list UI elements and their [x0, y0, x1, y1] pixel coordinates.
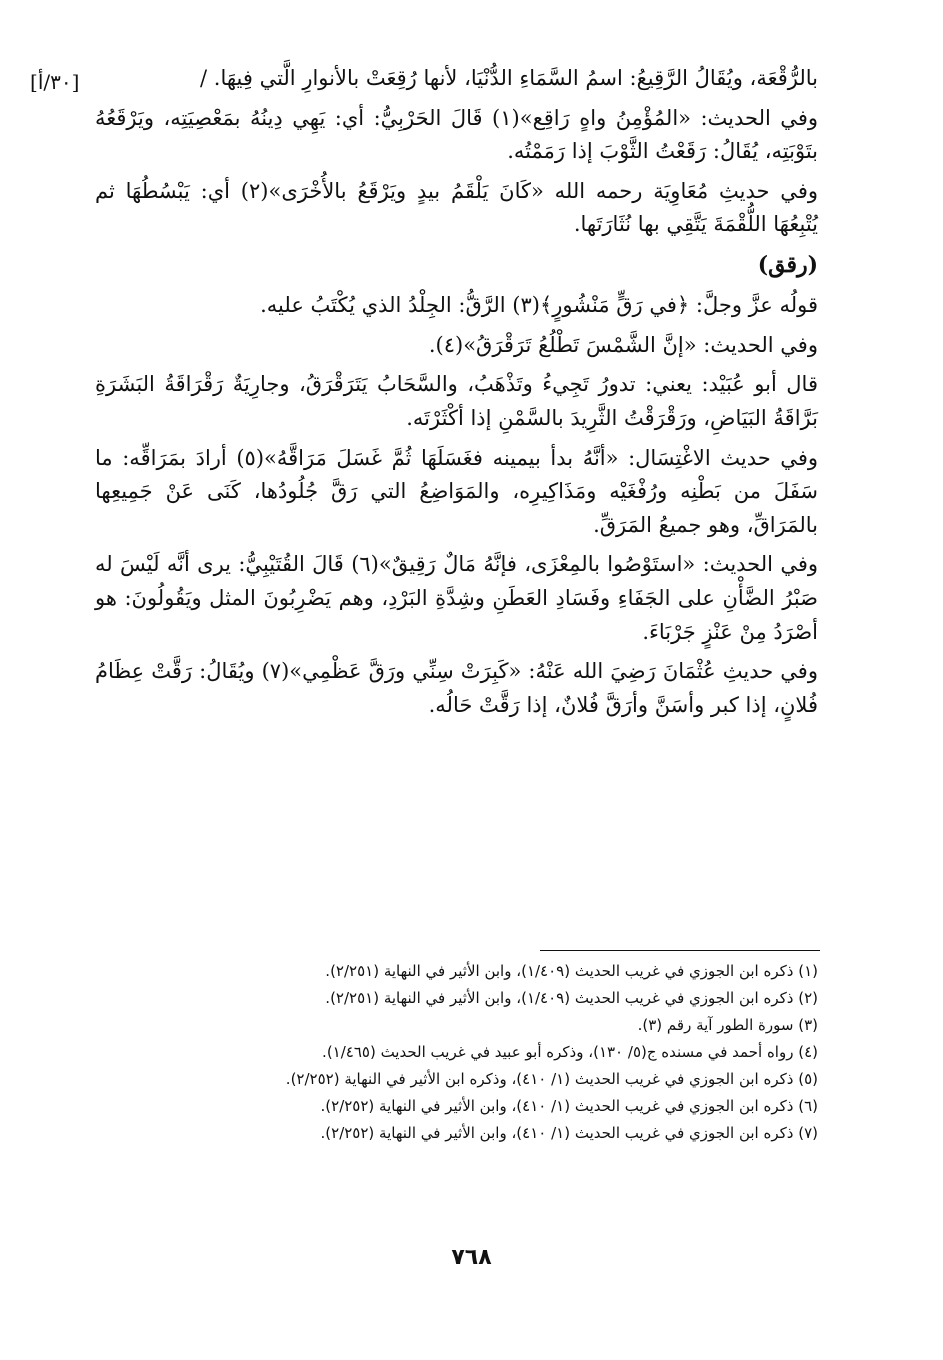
footnote-5: (٥) ذكره ابن الجوزي في غريب الحديث (١/ ٤١٠)، وذكره ابن الأثير في النهاية (٢/٢٥٢). [285, 1070, 818, 1088]
footnote-6: (٦) ذكره ابن الجوزي في غريب الحديث (١/ ٤١٠)، وابن الأثير في النهاية (٢/٢٥٢). [320, 1097, 818, 1115]
footnote-2: (٢) ذكره ابن الجوزي في غريب الحديث (١/٤٠٩)، وابن الأثير في النهاية (٢/٢٥١). [325, 989, 818, 1007]
paragraph-goats-hadith: وفي الحديث: «استَوْصُوا بالمِعْزَى، فإنَّهُ مَالٌ رَقِيقٌ»(٦) قَالَ القُتَيْبِيُّ: يرى أنَّه لَيْسَ له صَبْرُ الضَّأْنِ على الجَفَاءِ وفَسَادِ العَطَنِ وشِدَّةِ البَرْدِ، وهم يَضْرِبُونَ المثل ويَقُولُونَ: هو أصْرَدُ مِنْ عَنْزٍ جَرْبَاءَ. [95, 552, 818, 644]
footnote-3: (٣) سورة الطور آية رقم (٣). [637, 1016, 818, 1034]
paragraph-ghusl-hadith: وفي حديث الاغْتِسَال: «أنَّهُ بدأ بيمينه فغَسَلَهَا ثُمَّ غَسَلَ مَرَاقَّهُ»(٥) أرادَ بمَرَاقِّه: ما سَفَلَ من بَطْنِه ورُفْغَيْه ومَذَاكِيرِه، والمَوَاضِعُ التي رَقَّ جُلُودُها، كَنَى عَنْ جَمِيعِها بالمَرَاقِّ، وهو جميعُ المَرَقِّ. [95, 445, 818, 537]
paragraph-mumin-hadith: وفي الحديث: «المُؤْمِنُ واهٍ رَاقِع»(١) قَالَ الحَرْبِيُّ: أي: يَهِي دِينُهُ بمَعْصِيَتِه، ويَرْقَعُهُ بتَوْبَتِه، يُقَالُ: رَقَعْتُ الثَّوْبَ إذا رَمَمْتُه. [95, 105, 818, 164]
footnote-separator [540, 950, 820, 951]
main-text [95, 62, 818, 728]
paragraph-quran-verse: قولُه عزَّ وجلَّ: ﴿في رَقٍّ مَنْشُورٍ﴾(٣) الرَّقُّ: الجِلْدُ الذي يُكْتَبُ عليه. [260, 293, 818, 318]
paragraph-abu-ubaid: قال أبو عُبَيْد: يعني: تدورُ تَجِيءُ وتَذْهَبُ، والسَّحَابُ يَتَرَقْرَقُ، وجارِيَةٌ رَقْرَاقَةُ البَشَرَةِ بَرَّاقَةُ البَيَاضِ، ورَقْرَقْتُ الثَّرِيدَ بالسَّمْنِ إذا أكْثَرْتَه. [95, 372, 818, 430]
entry-heading-raqq: (رقق) [757, 251, 818, 278]
footnote-4: (٤) رواه أحمد في مسنده ج(٥/ ١٣٠)، وذكره أبو عبيد في غريب الحديث (١/٤٦٥). [322, 1043, 818, 1061]
page-number: ٧٦٨ [451, 1245, 492, 1270]
paragraph-sun-hadith: وفي الحديث: «إنَّ الشَّمْسَ تَطْلُعُ تَرَقْرَقُ»(٤). [428, 332, 818, 357]
footnote-7: (٧) ذكره ابن الجوزي في غريب الحديث (١/ ٤١٠)، وابن الأثير في النهاية (٢/٢٥٢). [320, 1124, 818, 1142]
footnotes [95, 958, 818, 1147]
paragraph-raqi: بالرُّقْعَة، ويُقَالُ الرَّقِيعُ: اسمُ السَّمَاءِ الدُّنْيَا، لأنها رُقِعَتْ بالأنوارِ الَّتي فِيهَا. / [200, 66, 818, 90]
margin-folio-reference: [٣٠/أ] [30, 70, 80, 94]
paragraph-muawiya-hadith: وفي حديثِ مُعَاوِيَة رحمه الله «كَانَ يَلْقَمُ بيدٍ ويَرْقَعُ بالأُخْرَى»(٢) أي: يَبْسُطُهَا ثم يُتْبِعُهَا اللُّقْمَةَ يَتَّقِي بها نُثَارَتَها. [95, 178, 818, 237]
paragraph-uthman-hadith: وفي حديثِ عُثْمَانَ رَضِيَ الله عَنْهُ: «كَبِرَتْ سِنِّي ورَقَّ عَظْمِي»(٧) ويُقَالُ: رَقَّتْ عِظَامُ فُلانٍ، إذا كبر وأسَنَّ وأرَقَّ فُلانٌ، إذا رَقَّتْ حَالُه. [95, 659, 818, 717]
footnote-1: (١) ذكره ابن الجوزي في غريب الحديث (١/٤٠٩)، وابن الأثير في النهاية (٢/٢٥١). [325, 962, 818, 980]
